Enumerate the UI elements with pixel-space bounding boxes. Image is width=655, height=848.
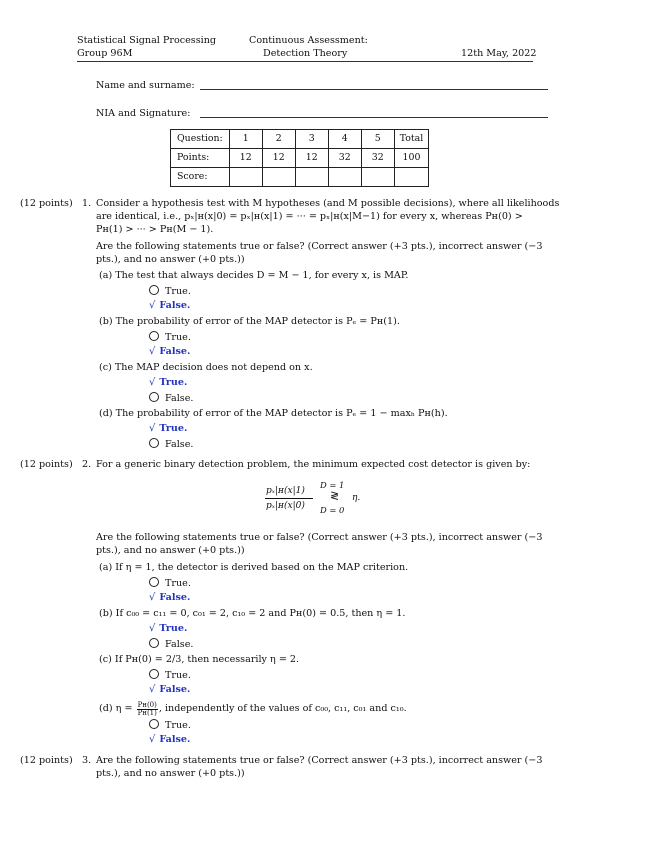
checkmark-icon: √ — [149, 300, 156, 311]
name-field[interactable] — [200, 89, 548, 90]
group-label: Group 96M — [77, 48, 133, 59]
option-false[interactable]: False. — [149, 638, 193, 651]
q1-number: 1. — [82, 198, 92, 209]
name-label: Name and surname: — [96, 80, 195, 91]
q3-points: (12 points) — [20, 755, 73, 766]
q2d-statement — [99, 702, 407, 717]
q1b-statement: (b) The probability of error of the MAP detector is Pₑ = Pʜ(1). — [99, 316, 400, 327]
option-false-selected[interactable]: √ False. — [149, 346, 191, 357]
q1-text-line: Consider a hypothesis test with M hypotheses (and M possible decisions), where all likelihoods — [96, 198, 560, 209]
q1-instructions: pts.), and no answer (+0 pts.)) — [96, 254, 245, 265]
q1-points: (12 points) — [20, 198, 73, 209]
q2d-numerator: Pʜ(0) — [137, 701, 157, 709]
fraction-bar — [265, 498, 313, 499]
radio-circle-icon[interactable] — [149, 719, 159, 729]
checkmark-icon: √ — [149, 377, 156, 388]
option-true-selected[interactable]: √ True. — [149, 423, 188, 434]
topic-label: Detection Theory — [263, 48, 348, 59]
header-rule — [77, 61, 533, 62]
points-cell: 32 — [328, 149, 361, 168]
table-row — [171, 168, 429, 187]
q2-instructions: pts.), and no answer (+0 pts.)) — [96, 545, 245, 556]
radio-circle-icon[interactable] — [149, 285, 159, 295]
option-true[interactable]: True. — [149, 331, 191, 344]
checkmark-icon: √ — [149, 623, 156, 634]
decision-zero: D = 0 — [320, 505, 345, 515]
signature-field[interactable] — [200, 117, 548, 118]
score-cell[interactable] — [262, 168, 295, 187]
q1a-statement: (a) The test that always decides D = M − 1, for every x, is MAP. — [99, 270, 409, 281]
table-row — [171, 130, 429, 149]
option-true-selected[interactable]: √ True. — [149, 377, 188, 388]
q2-points: (12 points) — [20, 459, 73, 470]
option-true[interactable]: True. — [149, 669, 191, 682]
radio-circle-icon[interactable] — [149, 669, 159, 679]
option-true[interactable]: True. — [149, 719, 191, 732]
q1-instructions: Are the following statements true or false? (Correct answer (+3 pts.), incorrect answer (−3 — [96, 241, 543, 252]
q2d-prefix: (d) η = — [99, 703, 133, 714]
question-cell: 3 — [295, 130, 328, 149]
q1-text-line: are identical, i.e., pₓ|ʜ(x|0) = pₓ|ʜ(x|1) = ··· = pₓ|ʜ(x|M−1) for every x, whereas Pʜ(0) > — [96, 211, 523, 222]
row-label: Points: — [171, 149, 230, 168]
score-cell[interactable] — [361, 168, 394, 187]
nia-label: NIA and Signature: — [96, 108, 191, 119]
date-label: 12th May, 2022 — [461, 48, 537, 59]
q3-text-line: Are the following statements true or false? (Correct answer (+3 pts.), incorrect answer (−3 — [96, 755, 543, 766]
points-cell: 12 — [262, 149, 295, 168]
radio-circle-icon[interactable] — [149, 438, 159, 448]
table-row — [171, 149, 429, 168]
option-true[interactable]: True. — [149, 577, 191, 590]
option-false-selected[interactable]: √ False. — [149, 734, 191, 745]
question-cell: Total — [394, 130, 429, 149]
option-false-selected[interactable]: √ False. — [149, 300, 191, 311]
radio-circle-icon[interactable] — [149, 392, 159, 402]
course-title: Statistical Signal Processing — [77, 35, 217, 46]
score-cell[interactable] — [328, 168, 361, 187]
row-label: Question: — [171, 130, 230, 149]
q1d-statement: (d) The probability of error of the MAP detector is Pₑ = 1 − maxₕ Pʜ(h). — [99, 408, 448, 419]
threshold-eta: η. — [352, 493, 361, 503]
q3-number: 3. — [82, 755, 92, 766]
q2c-statement: (c) If Pʜ(0) = 2/3, then necessarily η = 2. — [99, 654, 300, 665]
q3-text-line: pts.), and no answer (+0 pts.)) — [96, 768, 245, 779]
points-cell: 32 — [361, 149, 394, 168]
question-cell: 1 — [229, 130, 262, 149]
radio-circle-icon[interactable] — [149, 331, 159, 341]
checkmark-icon: √ — [149, 423, 156, 434]
assessment-label: Continuous Assessment: — [249, 35, 368, 46]
checkmark-icon: √ — [149, 592, 156, 603]
checkmark-icon: √ — [149, 346, 156, 357]
checkmark-icon: √ — [149, 734, 156, 745]
question-cell: 2 — [262, 130, 295, 149]
question-cell: 4 — [328, 130, 361, 149]
option-false[interactable]: False. — [149, 438, 193, 451]
score-cell[interactable] — [394, 168, 429, 187]
q2d-fraction — [137, 702, 158, 717]
score-cell[interactable] — [295, 168, 328, 187]
formula-denominator: pₓ|ʜ(x|0) — [266, 501, 305, 511]
score-cell[interactable] — [229, 168, 262, 187]
points-cell: 12 — [295, 149, 328, 168]
q2-text-line: For a generic binary detection problem, the minimum expected cost detector is given by: — [96, 459, 531, 470]
q1c-statement: (c) The MAP decision does not depend on x. — [99, 362, 313, 373]
option-false[interactable]: False. — [149, 392, 193, 405]
q2d-denominator: Pʜ(1) — [137, 709, 157, 717]
q2a-statement: (a) If η = 1, the detector is derived based on the MAP criterion. — [99, 562, 409, 573]
q2-number: 2. — [82, 459, 92, 470]
points-cell: 100 — [394, 149, 429, 168]
radio-circle-icon[interactable] — [149, 638, 159, 648]
row-label: Score: — [171, 168, 230, 187]
option-false-selected[interactable]: √ False. — [149, 684, 191, 695]
q2d-suffix: , independently of the values of c₀₀, c₁₁, c₀₁ and c₁₀. — [158, 703, 407, 714]
q2-instructions: Are the following statements true or false? (Correct answer (+3 pts.), incorrect answer (−3 — [96, 532, 543, 543]
score-table — [170, 129, 429, 187]
comparison-symbol: ≷ — [330, 489, 340, 502]
option-false-selected[interactable]: √ False. — [149, 592, 191, 603]
checkmark-icon: √ — [149, 684, 156, 695]
question-cell: 5 — [361, 130, 394, 149]
option-true[interactable]: True. — [149, 285, 191, 298]
q1-text-line: Pʜ(1) > ··· > Pʜ(M − 1). — [96, 224, 214, 235]
formula-numerator: pₓ|ʜ(x|1) — [266, 486, 305, 496]
q2b-statement: (b) If c₀₀ = c₁₁ = 0, c₀₁ = 2, c₁₀ = 2 and Pʜ(0) = 0.5, then η = 1. — [99, 608, 406, 619]
option-true-selected[interactable]: √ True. — [149, 623, 188, 634]
points-cell: 12 — [229, 149, 262, 168]
radio-circle-icon[interactable] — [149, 577, 159, 587]
decision-one: D = 1 — [320, 480, 345, 490]
